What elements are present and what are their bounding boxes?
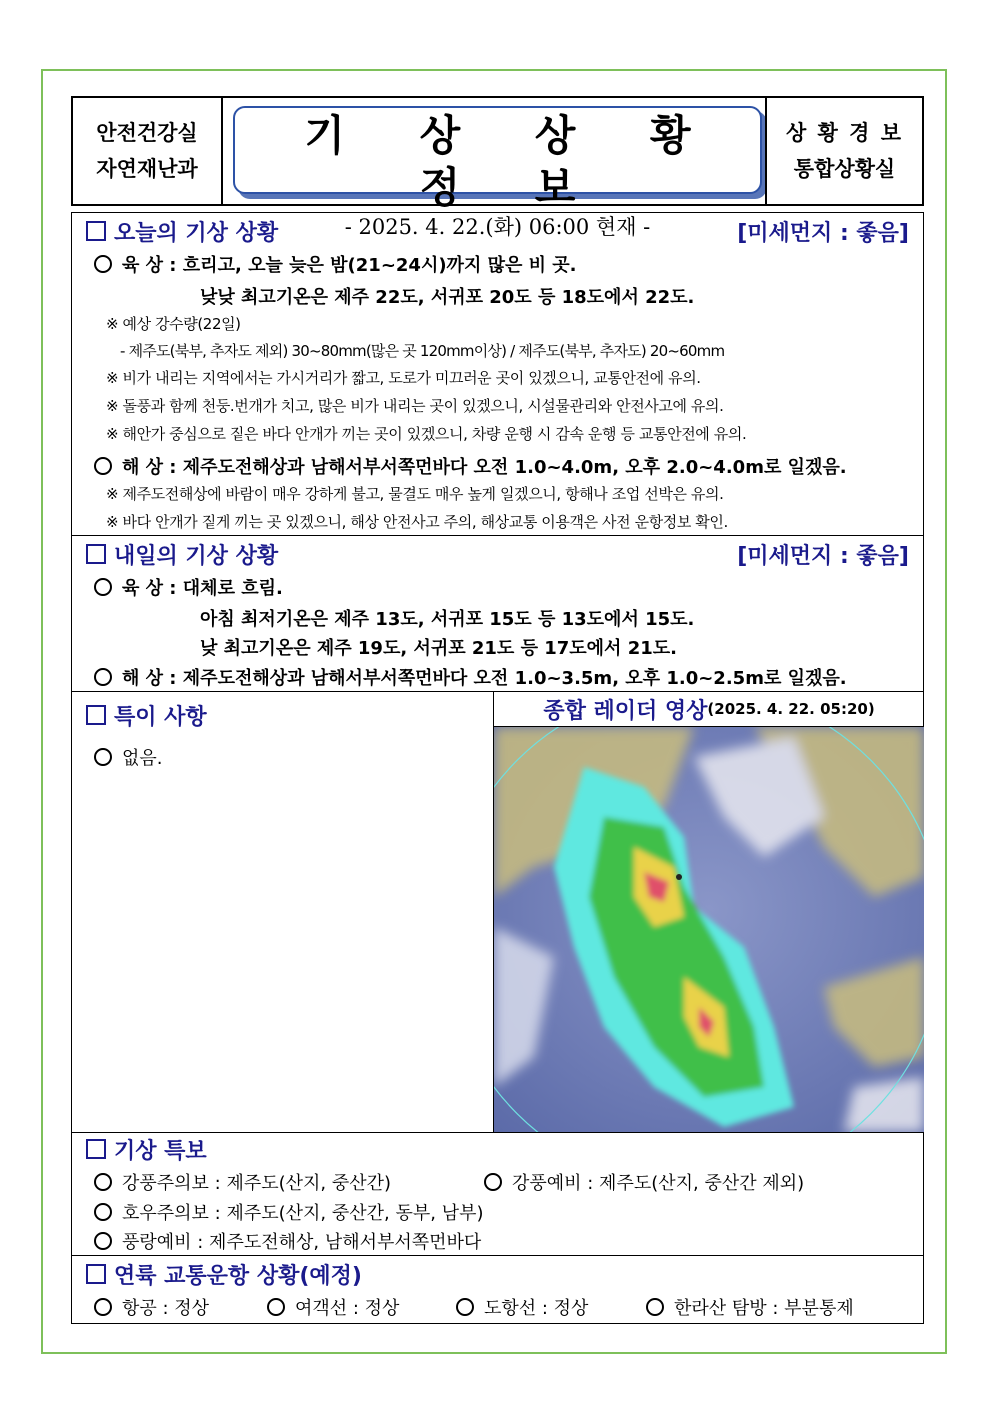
today-land-line-2: 낮낮 최고기온은 제주 22도, 서귀포 20도 등 18도에서 22도. [200, 287, 695, 308]
today-note-1: ※ 비가 내리는 지역에서는 가시거리가 짧고, 도로가 미끄러운 곳이 있겠으니, 교통안전에 유의. [106, 369, 701, 387]
warning-item-2: 강풍예비 : 제주도(산지, 중산간 제외) [484, 1169, 804, 1195]
radar-title: 종합 레이더 영상 (2025. 4. 22. 05:20) [493, 692, 924, 727]
traffic-item-hallasan: 한라산 탐방 : 부분통제 [646, 1294, 854, 1320]
today-sea-note-1: ※ 제주도전해상에 바람이 매우 강하게 불고, 물결도 매우 높게 일겠으니, 항해나 조업 선박은 유의. [106, 485, 724, 503]
today-land-line-1: 육 상 : 흐리고, 오늘 늦은 밤(21~24시)까지 많은 비 곳. [94, 251, 577, 277]
circle-bullet-icon [456, 1298, 474, 1316]
checkbox-square-icon [86, 705, 106, 725]
today-sea-line: 해 상 : 제주도전해상과 남해서부서쪽먼바다 오전 1.0~4.0m, 오후 2.0~4.0m로 일겠음. [94, 453, 847, 479]
warning-item-1: 강풍주의보 : 제주도(산지, 중산간) [94, 1169, 391, 1195]
today-section [71, 212, 924, 536]
tomorrow-land-line-1: 육 상 : 대체로 흐림. [94, 574, 283, 600]
radar-image [493, 727, 924, 1132]
traffic-heading: 연륙 교통운항 상황(예정) [86, 1259, 362, 1290]
tomorrow-fine-dust: [미세먼지 : 좋음] [737, 544, 909, 569]
tomorrow-land-line-3: 낮 최고기온은 제주 19도, 서귀포 21도 등 17도에서 21도. [200, 638, 677, 659]
circle-bullet-icon [94, 1232, 112, 1250]
tomorrow-land-line-2: 아침 최저기온은 제주 13도, 서귀포 15도 등 13도에서 15도. [200, 609, 695, 630]
tomorrow-sea-line: 해 상 : 제주도전해상과 남해서부서쪽먼바다 오전 1.0~3.5m, 오후 1.0~2.5m로 일겠음. [94, 664, 847, 690]
traffic-item-air: 항공 : 정상 [94, 1294, 209, 1320]
warnings-heading: 기상 특보 [86, 1134, 207, 1165]
radar-map [494, 727, 924, 1132]
checkbox-square-icon [86, 221, 106, 241]
tomorrow-heading: 내일의 기상 상황 [86, 539, 278, 570]
warning-item-3: 호우주의보 : 제주도(산지, 중산간, 동부, 남부) [94, 1199, 483, 1225]
special-item: 없음. [94, 744, 163, 770]
checkbox-square-icon [86, 544, 106, 564]
circle-bullet-icon [94, 1173, 112, 1191]
checkbox-square-icon [86, 1264, 106, 1284]
special-heading: 특이 사항 [86, 700, 207, 731]
traffic-item-ferry: 여객선 : 정상 [267, 1294, 399, 1320]
department-block [73, 98, 223, 204]
circle-bullet-icon [267, 1298, 285, 1316]
today-sea-note-2: ※ 바다 안개가 짙게 끼는 곳 있겠으니, 해상 안전사고 주의, 해상교통 이용객은 사전 운항정보 확인. [106, 513, 728, 531]
rain-label: ※ 예상 강수량(22일) [106, 315, 241, 333]
tomorrow-section [71, 535, 924, 692]
warning-item-4: 풍랑예비 : 제주도전해상, 남해서부서쪽먼바다 [94, 1228, 481, 1254]
traffic-section [71, 1255, 924, 1324]
circle-bullet-icon [94, 668, 112, 686]
department-line-1: 안전건강실 [96, 121, 198, 145]
circle-bullet-icon [94, 457, 112, 475]
title-box [233, 106, 762, 239]
circle-bullet-icon [94, 748, 112, 766]
circle-bullet-icon [94, 1298, 112, 1316]
page-title: 기 상 상 황 정 보 [304, 111, 721, 212]
circle-bullet-icon [646, 1298, 664, 1316]
today-note-3: ※ 해안가 중심으로 짙은 바다 안개가 끼는 곳이 있겠으니, 차량 운행 시 감속 운행 등 교통안전에 유의. [106, 425, 747, 443]
department-line-2: 자연재난과 [96, 157, 198, 181]
circle-bullet-icon [484, 1173, 502, 1191]
office-block [765, 98, 922, 204]
rain-detail: - 제주도(북부, 추자도 제외) 30~80mm(많은 곳 120mm이상) / 제주도(북부, 추자도) 20~60mm [120, 342, 725, 360]
checkbox-square-icon [86, 1139, 106, 1159]
circle-bullet-icon [94, 1203, 112, 1221]
office-line-2: 통합상황실 [793, 157, 896, 181]
circle-bullet-icon [94, 578, 112, 596]
report-date: - 2025. 4. 22.(화) 06:00 현재 - [344, 215, 651, 239]
circle-bullet-icon [94, 255, 112, 273]
office-line-1: 상 황 경 보 [785, 121, 904, 145]
warnings-section [71, 1132, 924, 1256]
today-heading: 오늘의 기상 상황 [86, 216, 278, 247]
today-fine-dust: [미세먼지 : 좋음] [737, 221, 909, 246]
traffic-item-island-ferry: 도항선 : 정상 [456, 1294, 588, 1320]
today-note-2: ※ 돌풍과 함께 천둥.번개가 치고, 많은 비가 내리는 곳이 있겠으니, 시설물관리와 안전사고에 유의. [106, 397, 724, 415]
